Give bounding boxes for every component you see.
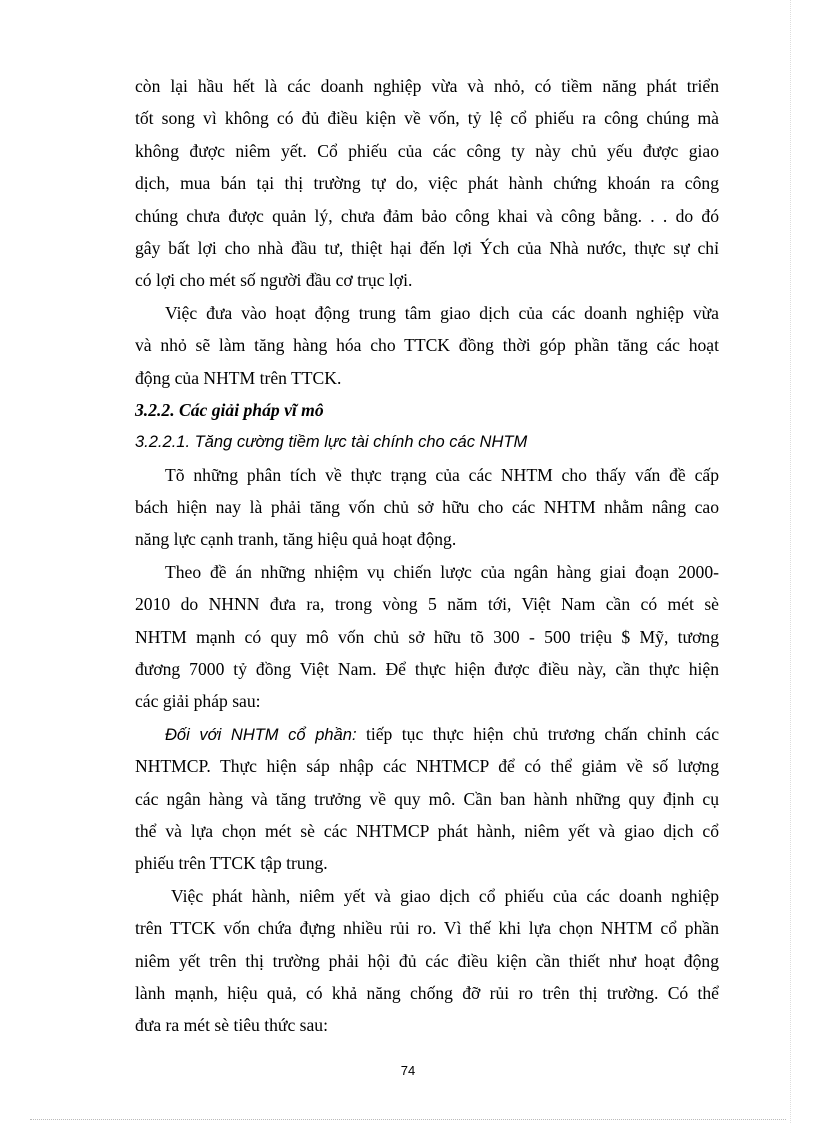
text-line: thể và lựa chọn mét sè các NHTMCP phát hành, niêm yết và giao dịch cổ — [135, 820, 719, 841]
text-line: năng lực cạnh tranh, tăng hiệu quả hoạt động. — [135, 529, 457, 550]
text-line: còn lại hầu hết là các doanh nghiệp vừa và nhỏ, có tiềm năng phát triển — [135, 76, 719, 96]
text-line: NHTMCP. Thực hiện sáp nhập các NHTMCP để có thể giảm về số lượng — [135, 756, 719, 777]
text-line: không được niêm yết. Cổ phiếu của các công ty này chủ yếu được giao — [135, 140, 719, 161]
text-line: lành mạnh, hiệu quả, có khả năng chống đỡ rủi ro trên thị trường. Có thể — [135, 982, 719, 1003]
text-line — [135, 718, 719, 750]
text-line: trên TTCK vốn chứa đựng nhiều rủi ro. Vì thế khi lựa chọn NHTM cổ phần — [135, 918, 719, 939]
text-line: các giải pháp sau: — [135, 691, 261, 712]
text-line: và nhỏ sẽ làm tăng hàng hóa cho TTCK đồng thời góp phần tăng các hoạt — [135, 335, 719, 356]
text-line: NHTM mạnh có quy mô vốn chủ sở hữu tõ 300 - 500 triệu $ Mỹ, tương — [135, 626, 719, 647]
text-line: đương 7000 tỷ đồng Việt Nam. Để thực hiện được điều này, cần thực hiện — [135, 659, 719, 680]
text-line: 2010 do NHNN đưa ra, trong vòng 5 năm tới, Việt Nam cần có mét sè — [135, 594, 719, 615]
text-line: động của NHTM trên TTCK. — [135, 367, 342, 388]
text-line: Tõ những phân tích về thực trạng của các NHTM cho thấy vấn đề cấp — [165, 464, 719, 485]
document-page — [135, 70, 719, 1042]
text-line: đưa ra mét sè tiêu thức sau: — [135, 1015, 328, 1036]
text-line: niêm yết trên thị trường phải hội đủ các điều kiện cần thiết như hoạt động — [135, 950, 719, 971]
text-line: Theo đề án những nhiệm vụ chiến lược của ngân hàng giai đoạn 2000- — [165, 561, 719, 582]
subsection-heading: 3.2.2.1. Tăng cường tiềm lực tài chính cho các NHTM — [135, 433, 528, 452]
text-line: các ngân hàng và tăng trưởng về quy mô. Cần ban hành những quy định cụ — [135, 788, 719, 809]
page-number: 74 — [400, 1063, 416, 1078]
text-line: dịch, mua bán tại thị trường tự do, việc phát hành chứng khoán ra công — [135, 173, 719, 194]
page-bottom-border — [30, 1119, 786, 1120]
text-line: Việc phát hành, niêm yết và giao dịch cổ phiếu của các doanh nghiệp — [171, 885, 719, 906]
section-heading: 3.2.2. Các giải pháp vĩ mô — [135, 399, 324, 420]
text-line: Việc đưa vào hoạt động trung tâm giao dịch của các doanh nghiệp vừa — [165, 302, 719, 323]
text-line: chúng chưa được quản lý, chưa đảm bảo công khai và công bằng. . . do đó — [135, 205, 719, 226]
text-line: bách hiện nay là phải tăng vốn chủ sở hữu cho các NHTM nhằm nâng cao — [135, 497, 719, 518]
text-line: có lợi cho mét số người đầu cơ trục lợi. — [135, 270, 413, 291]
text-span: tiếp tục thực hiện chủ trương chấn chỉnh các — [356, 723, 720, 744]
page-side-border — [790, 0, 791, 1123]
text-line: phiếu trên TTCK tập trung. — [135, 853, 328, 874]
text-line: gây bất lợi cho nhà đầu tư, thiệt hại đến lợi Ých của Nhà nước, thực sự chỉ — [135, 237, 719, 258]
emphasis-phrase: Đối với NHTM cổ phần: — [165, 725, 357, 744]
text-line: tốt song vì không có đủ điều kiện về vốn, tỷ lệ cổ phiếu ra công chúng mà — [135, 108, 719, 129]
